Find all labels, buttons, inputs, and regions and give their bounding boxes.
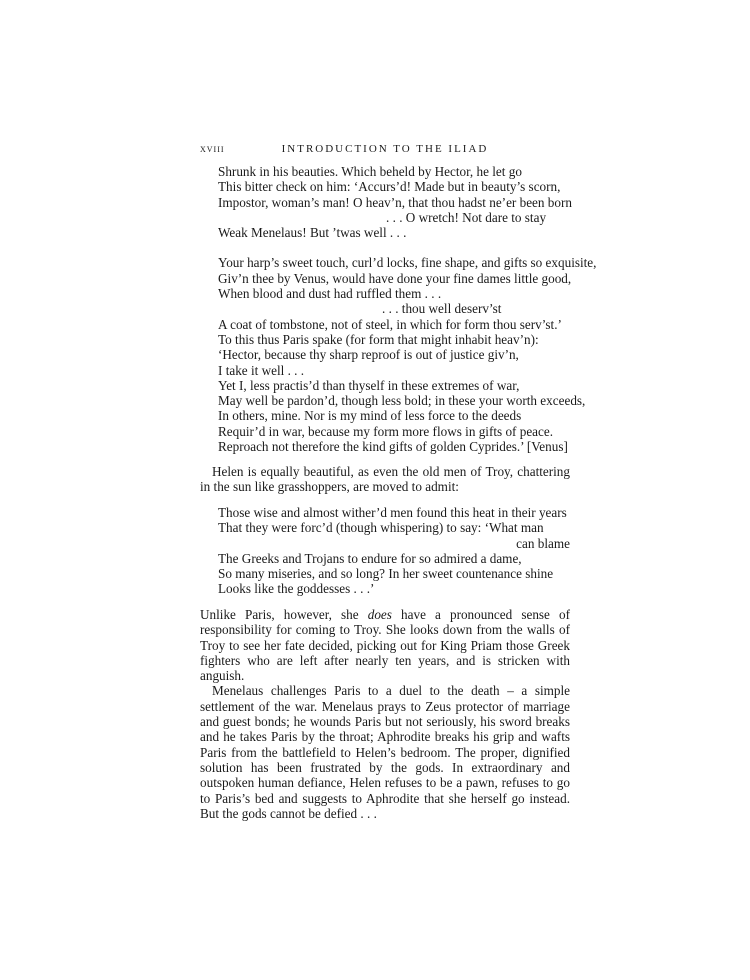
page-number: xviii	[200, 143, 225, 155]
verse-line: To this thus Paris spake (for form that might inhabit heav’n):	[218, 331, 539, 347]
verse-line: This bitter check on him: ‘Accurs’d! Made but in beauty’s scorn,	[218, 179, 561, 195]
verse-line: Requir’d in war, because my form more flows in gifts of peace.	[218, 423, 554, 439]
verse-line: In others, mine. Nor is my mind of less force to the deeds	[218, 408, 522, 424]
paragraph: Menelaus challenges Paris to a duel to the death – a simple settlement of the war. Menelaus prays to Zeus protector of marriage and guest bonds; he wounds Paris but not seriously, his sword breaks and he takes Paris by the throat; Aphrodite breaks his grip and wafts Paris from the battlefield to Helen’s bedroom. The proper, dignified solution has been frustrated by the gods. In extraordinary and outspoken human defiance, Helen refuses to be a pawn, refuses to go to Paris’s bed and suggests to Aphrodite that she herself go instead. But the gods cannot be defied . . .	[200, 683, 570, 821]
verse-line: I take it well . . .	[218, 362, 305, 378]
prose-body	[200, 607, 570, 821]
verse-line: A coat of tombstone, not of steel, in which for form thou serv’st.’	[218, 316, 562, 332]
verse-line: Impostor, woman’s man! O heav’n, that thou hadst ne’er been born	[218, 194, 572, 210]
verse-line: When blood and dust had ruffled them . . .	[218, 286, 442, 302]
paragraph: Unlike Paris, however, she does have a pronounced sense of responsibility for coming to Troy. She looks down from the walls of Troy to see her fate decided, picking out for King Priam those Greek fighters who are left after nearly ten years, and is stricken with anguish.	[200, 607, 570, 684]
verse-quote-2	[218, 505, 570, 597]
verse-line: Reproach not therefore the kind gifts of golden Cyprides.’ [Venus]	[218, 439, 568, 455]
verse-line: So many miseries, and so long? In her sweet countenance shine	[218, 566, 554, 582]
verse-quote-1	[218, 164, 597, 455]
verse-line: can blame	[516, 535, 570, 551]
verse-line: Weak Menelaus! But ’twas well . . .	[218, 225, 407, 241]
verse-line: ‘Hector, because thy sharp reproof is out of justice giv’n,	[218, 347, 519, 363]
verse-line: Yet I, less practis’d than thyself in these extremes of war,	[218, 377, 520, 393]
verse-line: That they were forc’d (though whispering) to say: ‘What man	[218, 520, 544, 536]
verse-line: May well be pardon’d, though less bold; in these your worth exceeds,	[218, 393, 586, 409]
verse-line: Shrunk in his beauties. Which beheld by Hector, he let go	[218, 164, 522, 179]
verse-line: . . . thou well deserv’st	[382, 301, 502, 317]
prose-paragraph-1	[200, 464, 570, 495]
verse-line: Those wise and almost wither’d men found this heat in their years	[218, 505, 567, 520]
verse-line: Looks like the goddesses . . .’	[218, 581, 375, 597]
paragraph: Helen is equally beautiful, as even the old men of Troy, chattering in the sun like grasshoppers, are moved to admit:	[200, 464, 570, 495]
page-header	[200, 143, 570, 159]
verse-line: Giv’n thee by Venus, would have done your fine dames little good,	[218, 270, 572, 286]
running-title: INTRODUCTION TO THE ILIAD	[281, 143, 489, 155]
verse-line: Your harp’s sweet touch, curl’d locks, fine shape, and gifts so exquisite,	[218, 255, 597, 271]
verse-line: The Greeks and Trojans to endure for so admired a dame,	[218, 550, 522, 566]
emphasis: does	[367, 607, 392, 622]
verse-line: . . . O wretch! Not dare to stay	[386, 209, 547, 225]
